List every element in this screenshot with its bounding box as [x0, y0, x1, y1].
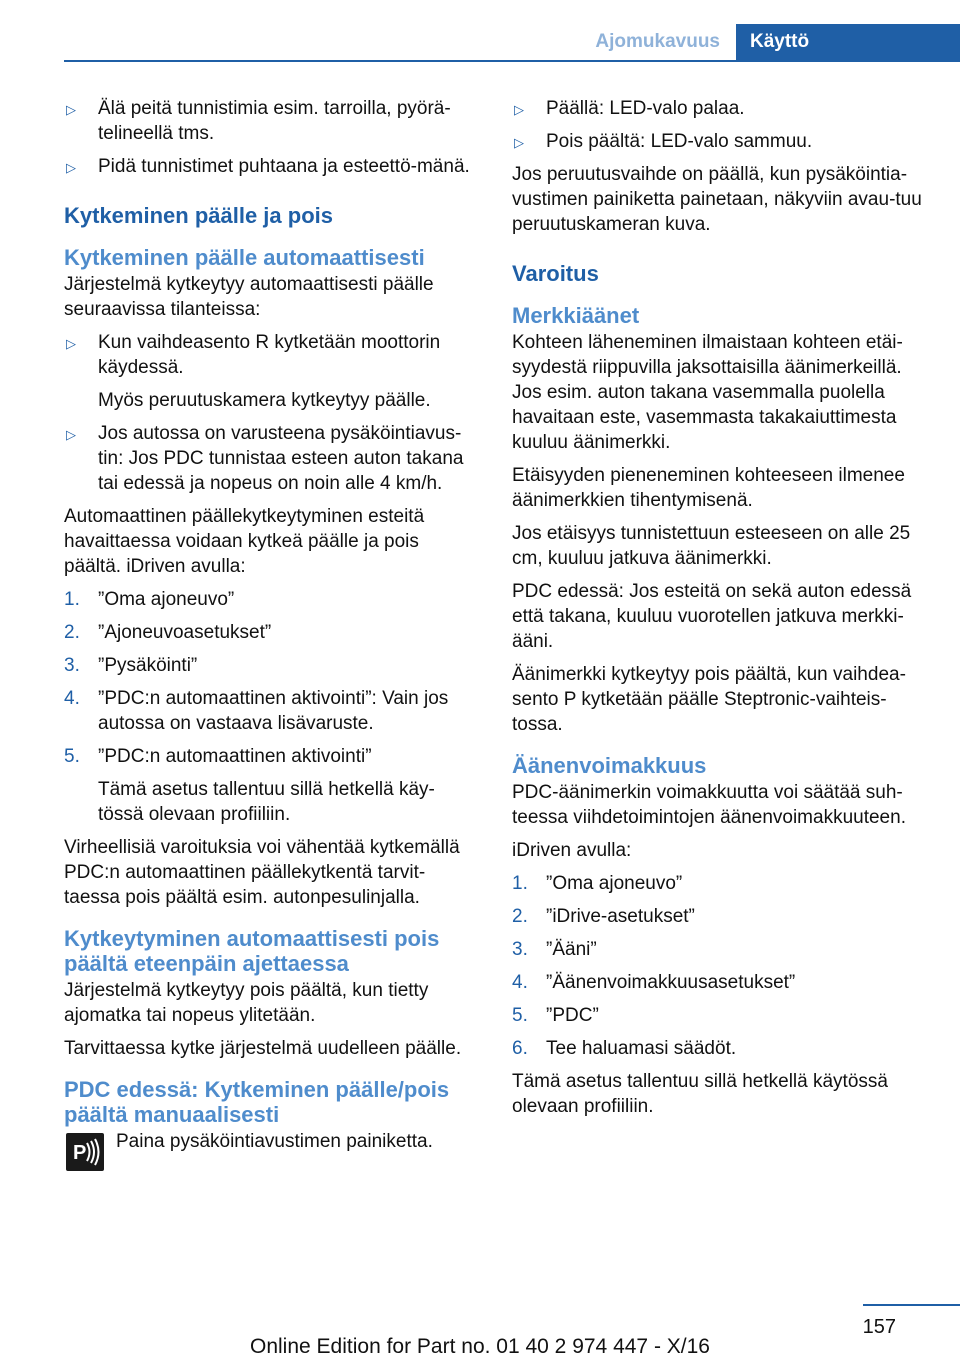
list-item: [64, 96, 480, 146]
list-item-text: Jos autossa on varusteena pysäköintiavus‐tin: Jos PDC tunnistaa esteen auton takana tai edessä ja nopeus on noin alle 4 km/h.: [98, 423, 464, 494]
edition-line: Online Edition for Part no. 01 40 2 974 447 - X/16: [250, 1335, 710, 1358]
step-text: ”PDC”: [546, 1005, 599, 1026]
paragraph: Etäisyyden pieneneminen kohteeseen ilmenee äänimerkkien tihentymisenä.: [512, 465, 905, 511]
step-number: 2.: [512, 906, 528, 927]
step-item: [512, 1003, 928, 1028]
step-number: 2.: [64, 622, 80, 643]
footer-rule: [863, 1304, 960, 1306]
paragraph: iDriven avulla:: [512, 840, 632, 861]
list-item: [512, 96, 928, 121]
step-item: [512, 871, 928, 896]
triangle-right-icon: ▷: [66, 160, 76, 175]
page-number: 157: [862, 1316, 896, 1338]
step-text: ”Ääni”: [546, 939, 597, 960]
step-number: 6.: [512, 1038, 528, 1059]
step-text: ”Ajoneuvoasetukset”: [98, 622, 272, 643]
list-item: [64, 154, 480, 179]
paragraph: Järjestelmä kytkeytyy automaattisesti päälle seuraavissa tilanteissa:: [64, 274, 434, 320]
header-rule: [64, 60, 960, 62]
subsection-heading: Kytkeytyminen automaattisesti pois päältä eteenpäin ajettaessa: [64, 926, 440, 976]
section-heading: Kytkeminen päälle ja pois: [64, 203, 333, 228]
paragraph: Paina pysäköintiavustimen painiketta.: [116, 1131, 433, 1152]
paragraph: PDC edessä: Jos esteitä on sekä auton edessä että takana, kuuluu vuorotellen jatkuva merkki‐ääni.: [512, 581, 912, 652]
step-number: 4.: [512, 972, 528, 993]
step-item: [512, 937, 928, 962]
list-item-note: Myös peruutuskamera kytkeytyy päälle.: [98, 390, 431, 411]
step-item: [512, 970, 928, 995]
step-text: ”Pysäköinti”: [98, 655, 198, 676]
paragraph: PDC-äänimerkin voimakkuutta voi säätää suh‐teessa viihdetoimintojen äänenvoimakkuuteen.: [512, 782, 906, 828]
step-item: [64, 653, 480, 678]
paragraph: Automaattinen päällekytkeytyminen esteitä havaittaessa voidaan kytkeä päälle ja pois päältä. iDriven avulla:: [64, 506, 425, 577]
header-section-tab: Ajomukavuus: [595, 31, 720, 52]
paragraph: Tämä asetus tallentuu sillä hetkellä käytössä olevaan profiiliin.: [512, 1071, 888, 1117]
step-number: 4.: [64, 688, 80, 709]
triangle-right-icon: ▷: [66, 102, 76, 117]
step-item: [64, 686, 480, 736]
step-number: 3.: [512, 939, 528, 960]
step-note: Tämä asetus tallentuu sillä hetkellä käy‐tössä olevaan profiiliin.: [98, 779, 435, 825]
step-text: ”Oma ajoneuvo”: [546, 873, 683, 894]
list-item: [64, 421, 480, 496]
triangle-right-icon: ▷: [66, 427, 76, 442]
list-item-text: Pidä tunnistimet puhtaana ja esteettö‐mänä.: [98, 156, 470, 177]
paragraph: Järjestelmä kytkeytyy pois päältä, kun tietty ajomatka tai nopeus ylitetään.: [64, 980, 429, 1026]
step-number: 5.: [512, 1005, 528, 1026]
subsection-heading: Kytkeminen päälle automaattisesti: [64, 245, 425, 270]
triangle-right-icon: ▷: [514, 135, 524, 150]
step-text: ”Äänenvoimakkuusasetukset”: [546, 972, 796, 993]
list-item: [512, 129, 928, 154]
paragraph: Jos peruutusvaihde on päällä, kun pysäköintia‐vustimen painiketta painetaan, näkyviin avau‐tuu peruutuskameran kuva.: [512, 164, 922, 235]
header-chapter-tab: Käyttö: [736, 24, 960, 62]
paragraph: Kohteen läheneminen ilmaistaan kohteen etäi‐syydestä riippuvilla jaksottaisilla äänimerkeillä. Jos esim. auton takana vasemmalla puolella havaitaan este, vasemmasta takakaiuttimesta kuuluu äänimerkki.: [512, 332, 903, 453]
list-item: [64, 330, 480, 413]
left-column: [64, 96, 480, 1173]
step-text: ”PDC:n automaattinen aktivointi”: [98, 746, 372, 767]
paragraph: Jos etäisyys tunnistettuun esteeseen on alle 25 cm, kuuluu jatkuva äänimerkki.: [512, 523, 911, 569]
step-number: 1.: [512, 873, 528, 894]
step-item: [512, 1036, 928, 1061]
step-item: [512, 904, 928, 929]
list-item-text: Kun vaihdeasento R kytketään moottorin käydessä.: [98, 332, 441, 378]
subsection-heading: PDC edessä: Kytkeminen päälle/pois päältä manuaalisesti: [64, 1077, 450, 1127]
step-number: 1.: [64, 589, 80, 610]
triangle-right-icon: ▷: [514, 102, 524, 117]
step-number: 5.: [64, 746, 80, 767]
list-item-text: Pois päältä: LED-valo sammuu.: [546, 131, 813, 152]
button-instruction: [64, 1129, 480, 1173]
subsection-heading: Äänenvoimakkuus: [512, 753, 707, 778]
step-text: ”iDrive-asetukset”: [546, 906, 695, 927]
step-text: ”Oma ajoneuvo”: [98, 589, 235, 610]
svg-text:P: P: [73, 1142, 87, 1164]
page-header: [64, 24, 960, 62]
list-item-text: Älä peitä tunnistimia esim. tarroilla, pyörä‐telineellä tms.: [98, 98, 451, 144]
paragraph: Äänimerkki kytkeytyy pois päältä, kun vaihdea‐sento P kytketään päälle Steptronic-vaihteis‐tossa.: [512, 664, 906, 735]
step-text: Tee haluamasi säädöt.: [546, 1038, 737, 1059]
step-item: [64, 744, 480, 827]
step-text: ”PDC:n automaattinen aktivointi”: Vain jos autossa on vastaava lisävaruste.: [98, 688, 449, 734]
paragraph: Tarvittaessa kytke järjestelmä uudelleen päälle.: [64, 1038, 462, 1059]
triangle-right-icon: ▷: [66, 336, 76, 351]
right-column: [512, 96, 928, 1127]
section-heading: Varoitus: [512, 261, 599, 286]
park-assist-button-icon: [66, 1133, 104, 1171]
paragraph: Virheellisiä varoituksia voi vähentää kytkemällä PDC:n automaattinen päällekytkentä tarvit‐taessa pois päältä esim. autonpesulinjalla.: [64, 837, 460, 908]
subsection-heading: Merkkiäänet: [512, 303, 640, 328]
step-item: [64, 620, 480, 645]
list-item-text: Päällä: LED-valo palaa.: [546, 98, 745, 119]
step-number: 3.: [64, 655, 80, 676]
step-item: [64, 587, 480, 612]
page-footer: [0, 1300, 960, 1362]
